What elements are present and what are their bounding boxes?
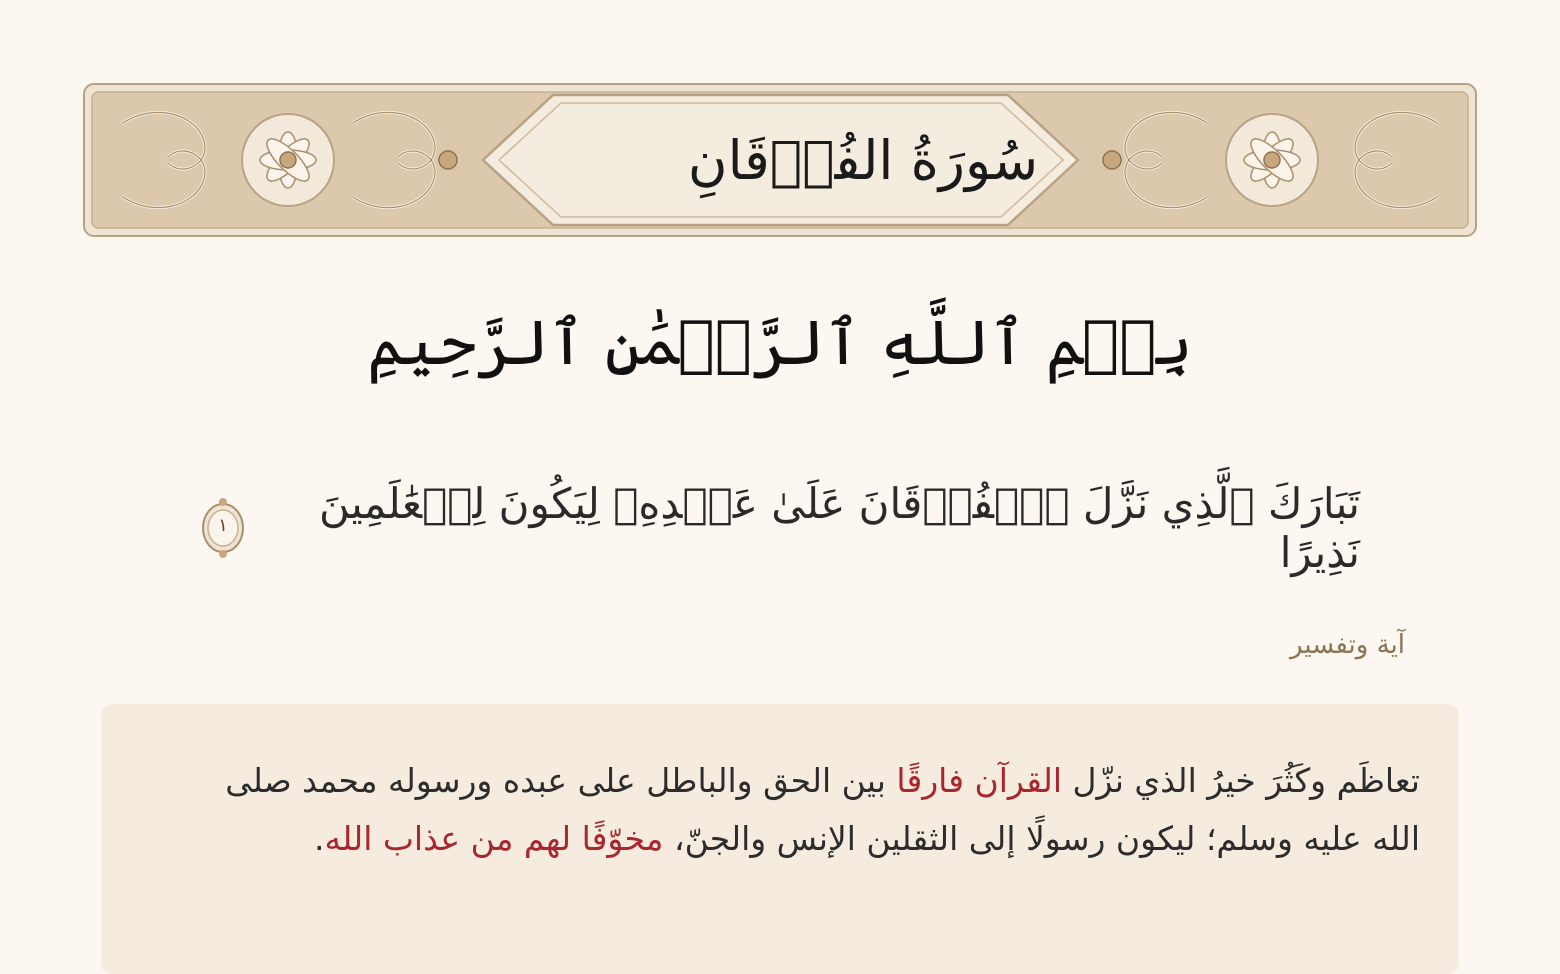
tafsir-highlight: مخوّفًا لهم من عذاب الله [324,819,664,858]
section-label: آية وتفسير [1290,630,1405,660]
surah-header-banner [83,83,1477,237]
tafsir-part: بين الحق والباطل على عبده ورسوله محمد صلى الله عليه وسلم؛ ليكون رسولًا إلى الثقلين الإنس والجنّ، [225,761,1420,858]
verse-text: تَبَارَكَ ٱلَّذِي نَزَّلَ ٱلۡفُرۡقَانَ عَلَىٰ عَبۡدِهِۦ لِيَكُونَ لِلۡعَٰلَمِينَ نَذِيرًا [319,479,1360,577]
tafsir-part: تعاظَم وكَثُرَ خيرُ الذي نزّل [1062,761,1420,800]
tafsir-text [170,752,1420,868]
verse-line [200,479,1360,577]
verse-number: ١ [218,515,228,536]
ayah-end-marker-icon [200,497,246,559]
tafsir-highlight: القرآن فارقًا [896,761,1063,800]
surah-title: سُورَةُ الفُرۡقَانِ [687,128,1039,192]
tafsir-part: . [314,819,325,858]
basmala-text: بِسۡمِ ٱللَّهِ ٱلرَّحۡمَٰنِ ٱلرَّحِيمِ [367,305,1193,379]
